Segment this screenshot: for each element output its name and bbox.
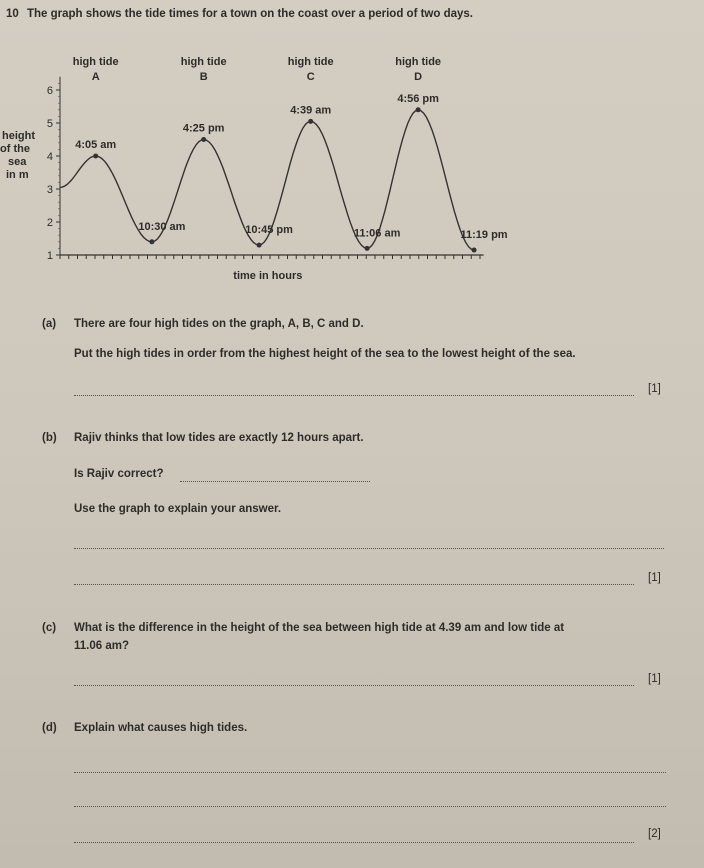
high-tide-heading: high tide	[287, 56, 334, 68]
low-tide-time-label: 11:06 am	[353, 227, 401, 240]
part-a-mark: [1]	[648, 383, 661, 395]
high-tide-time-label: 4:56 pm	[397, 92, 439, 105]
answer-line-d1[interactable]	[74, 772, 666, 773]
high-tide-letter: A	[91, 71, 100, 83]
question-number: 10	[6, 8, 19, 20]
high-tide-letter: D	[414, 71, 423, 83]
y-axis-label: of the	[0, 143, 30, 155]
high-tide-heading: high tide	[395, 56, 442, 68]
low-tide-point	[149, 239, 154, 244]
high-tide-point	[201, 137, 206, 142]
high-tide-letter: B	[199, 71, 208, 83]
low-tide-time-label: 10:30 am	[138, 220, 186, 233]
x-axis-label: time in hours	[233, 270, 303, 282]
part-d-text1: Explain what causes high tides.	[74, 722, 248, 734]
y-axis-label: sea	[8, 156, 27, 168]
y-tick-label: 4	[46, 151, 53, 163]
high-tide-point	[308, 119, 313, 124]
part-b-mark: [1]	[648, 572, 661, 584]
high-tide-letter: C	[306, 71, 315, 83]
y-axis-label: in m	[6, 169, 29, 181]
answer-line-d3[interactable]	[74, 842, 634, 843]
part-b-label: (b)	[42, 432, 57, 444]
y-tick-label: 2	[46, 217, 53, 229]
high-tide-time-label: 4:05 am	[75, 139, 117, 151]
part-b-text3: Use the graph to explain your answer.	[74, 503, 282, 515]
part-a-text1: There are four high tides on the graph, A, B, C and D.	[74, 318, 364, 330]
part-b-text1: Rajiv thinks that low tides are exactly 12 hours apart.	[74, 432, 364, 444]
low-tide-time-label: 10:45 pm	[245, 224, 293, 237]
tide-chart	[0, 40, 704, 290]
part-d-mark: [2]	[648, 828, 661, 840]
high-tide-heading: high tide	[180, 56, 227, 68]
low-tide-point	[257, 243, 262, 248]
part-c-label: (c)	[42, 622, 57, 634]
answer-line-b-yesno[interactable]	[180, 481, 370, 482]
high-tide-point	[93, 154, 98, 159]
low-tide-point	[365, 246, 370, 251]
y-tick-label: 3	[46, 184, 53, 196]
high-tide-time-label: 4:39 am	[290, 104, 332, 117]
question-intro: The graph shows the tide times for a town on the coast over a period of two days.	[27, 8, 474, 20]
low-tide-point	[472, 248, 477, 253]
high-tide-time-label: 4:25 pm	[182, 122, 225, 135]
part-c-mark: [1]	[648, 673, 661, 685]
y-tick-label: 6	[46, 85, 53, 97]
y-tick-label: 5	[46, 118, 53, 130]
y-axis-label: height	[2, 130, 35, 142]
y-tick-label: 1	[46, 250, 53, 262]
high-tide-heading: high tide	[72, 56, 119, 68]
part-a-label: (a)	[42, 318, 57, 330]
high-tide-point	[416, 107, 421, 112]
part-b-text2: Is Rajiv correct?	[74, 468, 164, 480]
answer-line-d2[interactable]	[74, 806, 666, 807]
answer-line-c[interactable]	[74, 685, 634, 686]
low-tide-time-label: 11:19 pm	[460, 229, 508, 242]
part-d-label: (d)	[42, 722, 57, 734]
answer-line-b2[interactable]	[74, 584, 634, 585]
part-a-text2: Put the high tides in order from the highest height of the sea to the lowest height of the sea.	[74, 348, 576, 360]
part-c-text2: 11.06 am?	[74, 640, 129, 652]
part-c-text1: What is the difference in the height of the sea between high tide at 4.39 am and low tide at	[74, 622, 565, 634]
answer-line-b1[interactable]	[74, 548, 664, 549]
answer-line-a[interactable]	[74, 395, 634, 396]
